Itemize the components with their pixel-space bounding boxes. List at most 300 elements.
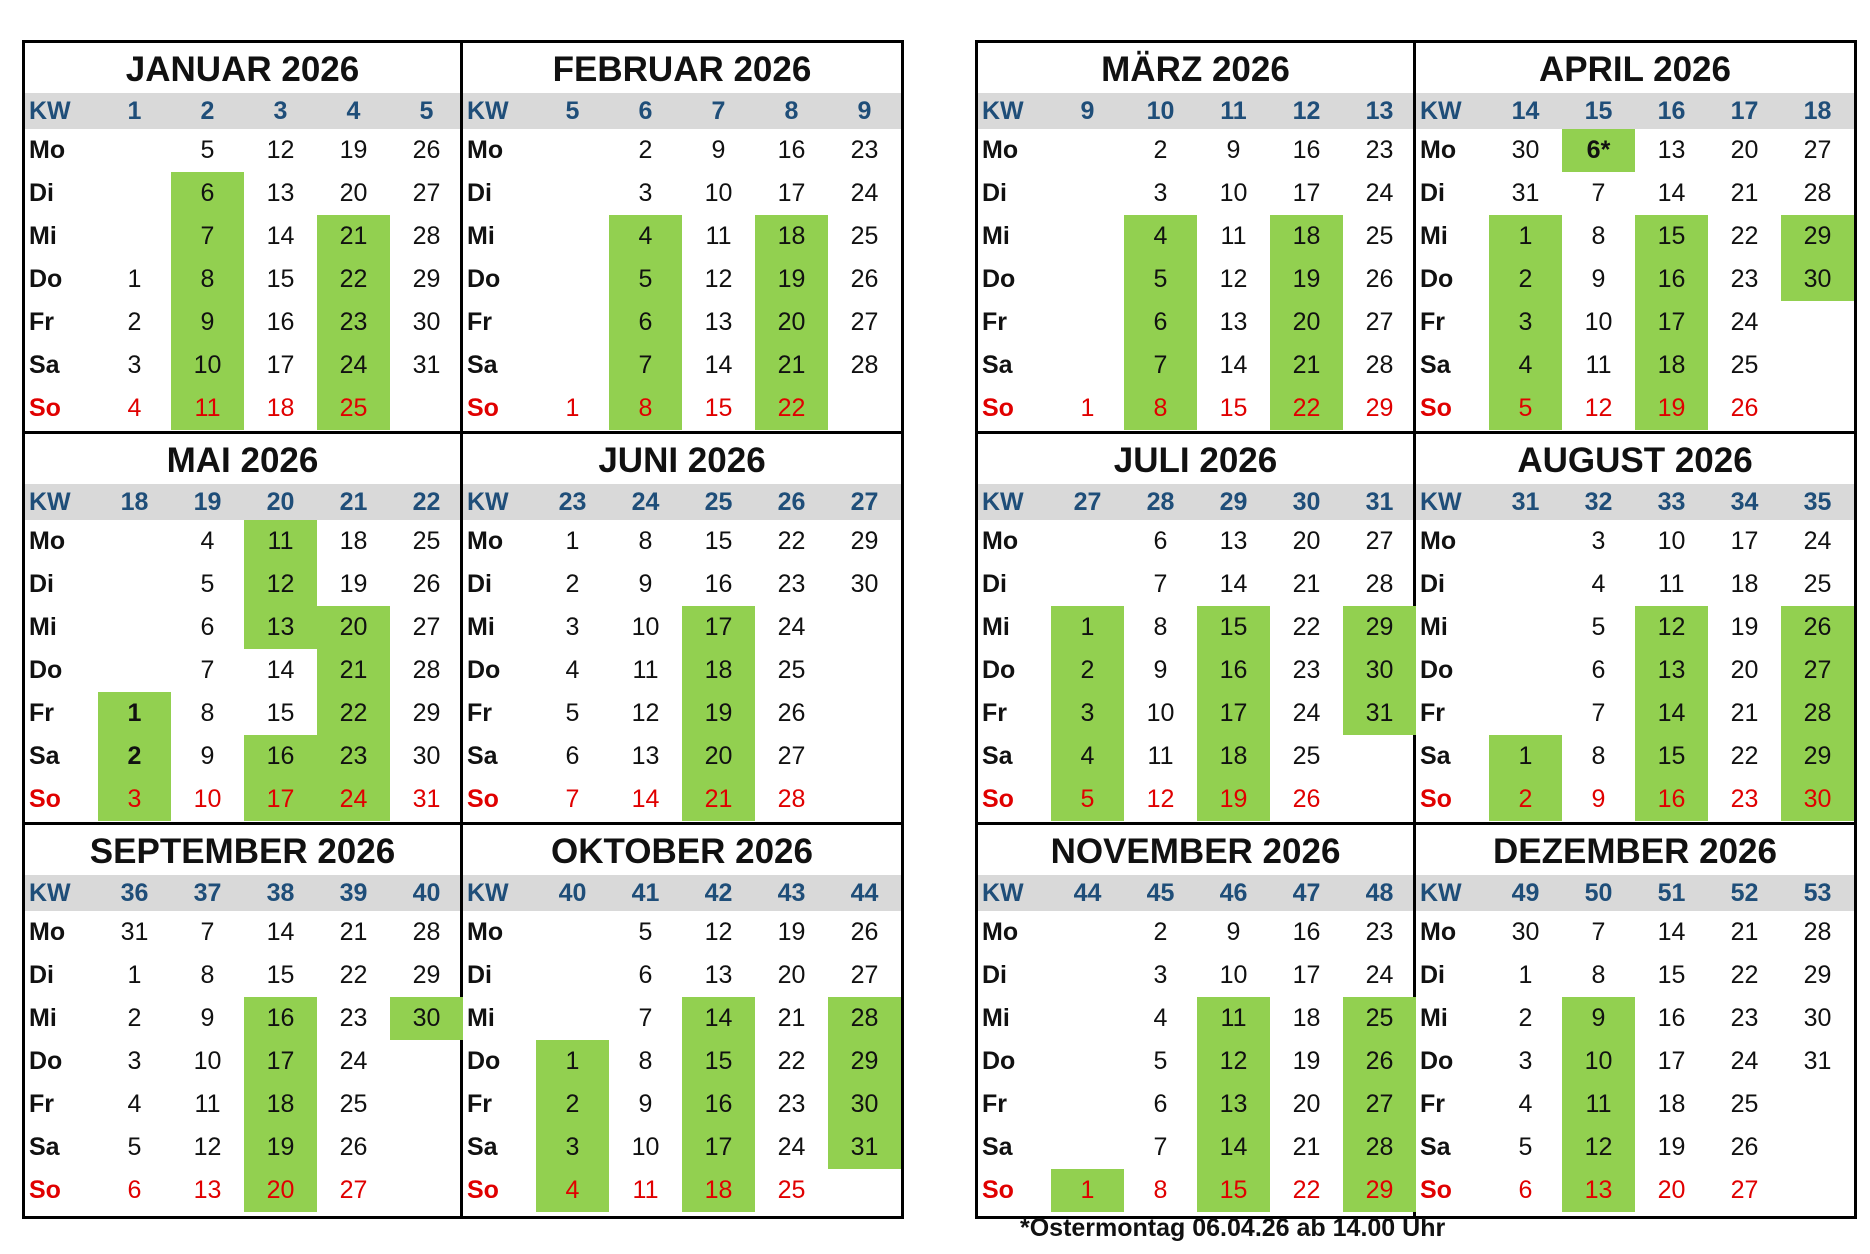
kw-number: 37 bbox=[193, 879, 222, 907]
weekday-label: So bbox=[1420, 1176, 1452, 1204]
weekday-label: So bbox=[29, 785, 61, 813]
day-cell: 23 bbox=[850, 136, 879, 164]
month-calendar bbox=[463, 434, 901, 825]
day-cell: 11 bbox=[632, 1176, 659, 1204]
day-cell: 15 bbox=[266, 961, 295, 989]
kw-row bbox=[25, 93, 460, 129]
kw-label: KW bbox=[1420, 879, 1462, 907]
day-row bbox=[463, 606, 901, 649]
day-cell: 18 bbox=[1730, 570, 1759, 598]
day-cell: 5 bbox=[1124, 258, 1197, 301]
day-cell: 1 bbox=[1518, 961, 1533, 989]
day-cell: 18 bbox=[755, 215, 828, 258]
day-cell: 30 bbox=[850, 570, 879, 598]
day-cell: 27 bbox=[850, 308, 879, 336]
day-cell: 26 bbox=[850, 918, 879, 946]
weekday-label: Sa bbox=[1420, 1133, 1451, 1161]
day-cell bbox=[1051, 1083, 1124, 1126]
day-cell bbox=[1051, 911, 1124, 954]
day-cell: 17 bbox=[1292, 179, 1321, 207]
day-cell: 29 bbox=[850, 527, 879, 555]
day-cell: 18 bbox=[339, 527, 368, 555]
day-cell: 10 bbox=[1219, 961, 1248, 989]
day-row bbox=[463, 520, 901, 563]
day-cell: 27 bbox=[412, 179, 441, 207]
day-cell: 28 bbox=[828, 997, 901, 1040]
day-cell: 12 bbox=[193, 1133, 222, 1161]
day-cell: 13 bbox=[244, 606, 317, 649]
kw-row bbox=[463, 484, 901, 520]
day-cell: 29 bbox=[1803, 961, 1832, 989]
day-cell: 11 bbox=[632, 656, 659, 684]
weekday-label: Fr bbox=[1420, 308, 1445, 336]
month-calendar bbox=[1416, 43, 1854, 434]
day-row bbox=[978, 258, 1413, 301]
day-cell: 27 bbox=[1343, 1083, 1416, 1126]
day-row bbox=[978, 1083, 1413, 1126]
day-row bbox=[463, 258, 901, 301]
kw-number: 5 bbox=[565, 97, 580, 125]
day-row bbox=[1416, 1169, 1854, 1212]
day-cell bbox=[1489, 520, 1562, 563]
day-cell: 19 bbox=[339, 136, 368, 164]
day-cell: 6 bbox=[609, 301, 682, 344]
day-cell: 21 bbox=[339, 918, 368, 946]
kw-label: KW bbox=[467, 879, 509, 907]
day-cell: 26 bbox=[339, 1133, 368, 1161]
day-row bbox=[1416, 1083, 1854, 1126]
day-cell: 21 bbox=[755, 344, 828, 387]
day-cell: 1 bbox=[536, 1040, 609, 1083]
kw-label: KW bbox=[29, 488, 71, 516]
kw-number: 35 bbox=[1803, 488, 1832, 516]
day-row bbox=[978, 1126, 1413, 1169]
day-cell: 16 bbox=[1635, 778, 1708, 821]
kw-number: 25 bbox=[704, 488, 733, 516]
day-row bbox=[463, 301, 901, 344]
day-cell: 17 bbox=[1635, 301, 1708, 344]
day-cell: 15 bbox=[704, 527, 733, 555]
day-cell: 18 bbox=[1292, 1004, 1321, 1032]
day-cell: 23 bbox=[1730, 265, 1759, 293]
month-title: AUGUST 2026 bbox=[1517, 441, 1753, 480]
kw-row bbox=[25, 484, 460, 520]
day-cell: 30 bbox=[1511, 918, 1540, 946]
day-cell: 8 bbox=[609, 387, 682, 430]
weekday-label: Mi bbox=[29, 222, 57, 250]
weekday-label: Fr bbox=[467, 308, 492, 336]
day-cell: 3 bbox=[1489, 301, 1562, 344]
day-row bbox=[978, 129, 1413, 172]
kw-number: 51 bbox=[1657, 879, 1686, 907]
day-cell bbox=[98, 563, 171, 606]
day-cell: 7 bbox=[200, 918, 215, 946]
kw-number: 31 bbox=[1511, 488, 1540, 516]
weekday-label: Di bbox=[467, 179, 492, 207]
day-cell: 16 bbox=[244, 735, 317, 778]
day-cell: 4 bbox=[565, 656, 580, 684]
day-cell bbox=[1051, 129, 1124, 172]
day-cell: 2 bbox=[1518, 1004, 1533, 1032]
day-cell: 26 bbox=[1365, 265, 1394, 293]
kw-number: 27 bbox=[1073, 488, 1102, 516]
month-calendar bbox=[463, 43, 901, 434]
day-cell: 5 bbox=[1051, 778, 1124, 821]
day-cell: 2 bbox=[1489, 258, 1562, 301]
day-cell: 30 bbox=[1781, 778, 1854, 821]
day-cell: 17 bbox=[244, 1040, 317, 1083]
weekday-label: Fr bbox=[29, 308, 54, 336]
day-cell: 21 bbox=[1730, 179, 1759, 207]
weekday-label: Mi bbox=[1420, 613, 1448, 641]
kw-number: 53 bbox=[1803, 879, 1832, 907]
day-cell bbox=[98, 649, 171, 692]
day-row bbox=[25, 520, 460, 563]
day-cell bbox=[828, 735, 901, 778]
day-row bbox=[463, 1169, 901, 1212]
day-cell: 19 bbox=[1657, 1133, 1686, 1161]
day-cell: 14 bbox=[1657, 918, 1686, 946]
kw-label: KW bbox=[982, 97, 1024, 125]
day-cell: 23 bbox=[1730, 785, 1759, 813]
weekday-label: Mi bbox=[1420, 1004, 1448, 1032]
day-cell bbox=[1051, 954, 1124, 997]
day-cell: 22 bbox=[1730, 961, 1759, 989]
day-cell: 20 bbox=[1270, 301, 1343, 344]
day-cell: 10 bbox=[1657, 527, 1686, 555]
day-cell: 6 bbox=[1124, 301, 1197, 344]
day-cell: 2 bbox=[536, 1083, 609, 1126]
day-cell: 17 bbox=[1657, 1047, 1686, 1075]
day-cell: 15 bbox=[1635, 735, 1708, 778]
day-cell: 28 bbox=[1343, 1126, 1416, 1169]
day-cell: 29 bbox=[1365, 394, 1394, 422]
day-row bbox=[25, 649, 460, 692]
day-cell: 2 bbox=[1051, 649, 1124, 692]
day-cell bbox=[1051, 172, 1124, 215]
day-cell: 19 bbox=[244, 1126, 317, 1169]
day-cell: 5 bbox=[1489, 387, 1562, 430]
month-calendar bbox=[1416, 434, 1854, 825]
day-cell bbox=[536, 954, 609, 997]
day-row bbox=[463, 1126, 901, 1169]
day-cell: 17 bbox=[682, 1126, 755, 1169]
day-cell: 1 bbox=[98, 692, 171, 735]
day-cell: 15 bbox=[1197, 606, 1270, 649]
day-row bbox=[978, 344, 1413, 387]
weekday-label: Mo bbox=[1420, 918, 1457, 946]
day-cell: 9 bbox=[171, 301, 244, 344]
day-row bbox=[1416, 1040, 1854, 1083]
day-cell: 1 bbox=[1080, 394, 1095, 422]
day-cell: 21 bbox=[317, 649, 390, 692]
day-cell bbox=[536, 258, 609, 301]
kw-label: KW bbox=[467, 97, 509, 125]
day-cell bbox=[536, 301, 609, 344]
kw-number: 49 bbox=[1511, 879, 1540, 907]
day-cell: 8 bbox=[1591, 222, 1606, 250]
day-cell: 30 bbox=[412, 308, 441, 336]
day-row bbox=[25, 954, 460, 997]
day-cell: 20 bbox=[1657, 1176, 1686, 1204]
day-cell: 7 bbox=[1591, 699, 1606, 727]
day-cell: 11 bbox=[194, 1090, 221, 1118]
weekday-label: Mi bbox=[29, 613, 57, 641]
day-row bbox=[463, 129, 901, 172]
day-cell: 31 bbox=[1511, 179, 1540, 207]
weekday-label: Do bbox=[467, 1047, 501, 1075]
day-cell: 30 bbox=[1803, 1004, 1832, 1032]
kw-number: 42 bbox=[704, 879, 733, 907]
day-cell: 16 bbox=[1635, 258, 1708, 301]
kw-label: KW bbox=[982, 488, 1024, 516]
kw-number: 31 bbox=[1365, 488, 1394, 516]
day-row bbox=[978, 563, 1413, 606]
day-cell: 12 bbox=[266, 136, 295, 164]
weekday-label: Mo bbox=[29, 918, 66, 946]
day-cell: 22 bbox=[1270, 387, 1343, 430]
day-cell: 18 bbox=[244, 1083, 317, 1126]
kw-number: 6 bbox=[638, 97, 653, 125]
day-cell: 27 bbox=[1365, 527, 1394, 555]
weekday-label: Do bbox=[29, 265, 63, 293]
day-cell bbox=[536, 911, 609, 954]
day-cell: 26 bbox=[1730, 394, 1759, 422]
weekday-label: Do bbox=[982, 265, 1016, 293]
day-cell: 20 bbox=[244, 1169, 317, 1212]
weekday-label: Sa bbox=[982, 351, 1013, 379]
day-cell: 27 bbox=[777, 742, 806, 770]
day-cell: 4 bbox=[127, 1090, 142, 1118]
weekday-label: Do bbox=[467, 656, 501, 684]
day-cell: 8 bbox=[1153, 1176, 1168, 1204]
day-cell: 10 bbox=[193, 785, 222, 813]
day-cell: 24 bbox=[317, 778, 390, 821]
day-cell bbox=[828, 649, 901, 692]
day-cell: 24 bbox=[1365, 179, 1394, 207]
day-cell bbox=[828, 606, 901, 649]
day-cell: 8 bbox=[200, 961, 215, 989]
kw-number: 45 bbox=[1146, 879, 1175, 907]
day-cell bbox=[1781, 301, 1854, 344]
kw-row bbox=[25, 875, 460, 911]
day-cell: 7 bbox=[1591, 179, 1606, 207]
day-cell: 24 bbox=[339, 1047, 368, 1075]
day-cell: 7 bbox=[1153, 1133, 1168, 1161]
day-cell: 10 bbox=[631, 613, 660, 641]
month-calendar bbox=[1416, 825, 1854, 1216]
kw-label: KW bbox=[29, 97, 71, 125]
day-cell: 16 bbox=[777, 136, 806, 164]
kw-number: 20 bbox=[266, 488, 295, 516]
day-cell: 21 bbox=[317, 215, 390, 258]
day-cell: 22 bbox=[1730, 742, 1759, 770]
day-row bbox=[978, 954, 1413, 997]
weekday-label: Mo bbox=[467, 918, 504, 946]
weekday-label: Mo bbox=[467, 527, 504, 555]
day-cell: 11 bbox=[1197, 997, 1270, 1040]
weekday-label: Di bbox=[1420, 179, 1445, 207]
day-cell: 21 bbox=[1292, 570, 1321, 598]
day-cell: 9 bbox=[1562, 997, 1635, 1040]
day-cell: 12 bbox=[244, 563, 317, 606]
day-cell bbox=[1051, 997, 1124, 1040]
day-cell bbox=[98, 129, 171, 172]
day-cell: 1 bbox=[127, 961, 142, 989]
day-cell: 15 bbox=[1657, 961, 1686, 989]
day-row bbox=[463, 172, 901, 215]
day-cell: 24 bbox=[1803, 527, 1832, 555]
day-row bbox=[1416, 258, 1854, 301]
day-cell: 18 bbox=[682, 649, 755, 692]
day-row bbox=[25, 258, 460, 301]
day-row bbox=[25, 911, 460, 954]
day-cell: 27 bbox=[1803, 136, 1832, 164]
day-row bbox=[978, 735, 1413, 778]
day-row bbox=[978, 172, 1413, 215]
day-cell: 4 bbox=[1489, 344, 1562, 387]
day-cell bbox=[828, 1169, 901, 1212]
day-cell: 12 bbox=[1219, 265, 1248, 293]
day-cell: 25 bbox=[1365, 222, 1394, 250]
day-cell bbox=[1343, 778, 1416, 821]
day-cell: 31 bbox=[828, 1126, 901, 1169]
kw-number: 44 bbox=[1073, 879, 1102, 907]
day-cell: 3 bbox=[1153, 179, 1168, 207]
day-row bbox=[25, 606, 460, 649]
day-cell: 2 bbox=[638, 136, 653, 164]
day-cell: 3 bbox=[638, 179, 653, 207]
kw-number: 32 bbox=[1584, 488, 1613, 516]
day-row bbox=[25, 1083, 460, 1126]
kw-row bbox=[463, 875, 901, 911]
day-cell: 9 bbox=[200, 742, 215, 770]
day-cell: 16 bbox=[1197, 649, 1270, 692]
day-row bbox=[463, 997, 901, 1040]
day-cell: 9 bbox=[638, 1090, 653, 1118]
day-cell: 21 bbox=[1270, 344, 1343, 387]
day-cell: 15 bbox=[1635, 215, 1708, 258]
day-cell: 6* bbox=[1562, 129, 1635, 172]
day-cell: 14 bbox=[1635, 692, 1708, 735]
day-cell: 30 bbox=[1511, 136, 1540, 164]
day-cell: 17 bbox=[1197, 692, 1270, 735]
weekday-label: Sa bbox=[29, 1133, 60, 1161]
weekday-label: Mo bbox=[29, 527, 66, 555]
day-row bbox=[1416, 606, 1854, 649]
weekday-label: Do bbox=[1420, 265, 1454, 293]
day-cell: 20 bbox=[682, 735, 755, 778]
day-cell bbox=[536, 129, 609, 172]
kw-number: 39 bbox=[339, 879, 368, 907]
day-cell: 26 bbox=[412, 570, 441, 598]
day-cell: 22 bbox=[317, 692, 390, 735]
day-cell: 24 bbox=[777, 1133, 806, 1161]
day-cell bbox=[98, 606, 171, 649]
weekday-label: Mi bbox=[467, 613, 495, 641]
day-cell: 8 bbox=[638, 527, 653, 555]
day-cell bbox=[1489, 649, 1562, 692]
day-cell: 24 bbox=[1730, 1047, 1759, 1075]
weekday-label: Di bbox=[982, 570, 1007, 598]
day-cell: 20 bbox=[1730, 136, 1759, 164]
weekday-label: Mo bbox=[467, 136, 504, 164]
day-cell: 14 bbox=[704, 351, 733, 379]
day-cell: 17 bbox=[1730, 527, 1759, 555]
day-cell: 14 bbox=[1219, 570, 1248, 598]
day-row bbox=[25, 172, 460, 215]
day-cell: 12 bbox=[1562, 1126, 1635, 1169]
kw-number: 7 bbox=[711, 97, 726, 125]
kw-number: 10 bbox=[1146, 97, 1175, 125]
day-cell: 9 bbox=[1226, 918, 1241, 946]
kw-number: 40 bbox=[412, 879, 441, 907]
weekday-label: Sa bbox=[467, 351, 498, 379]
day-cell bbox=[536, 344, 609, 387]
day-cell: 14 bbox=[682, 997, 755, 1040]
day-cell: 26 bbox=[1781, 606, 1854, 649]
day-row bbox=[463, 1040, 901, 1083]
day-cell bbox=[828, 778, 901, 821]
day-cell bbox=[1051, 1126, 1124, 1169]
kw-number: 23 bbox=[558, 488, 587, 516]
month-calendar bbox=[978, 434, 1416, 825]
day-cell: 6 bbox=[565, 742, 580, 770]
day-cell: 21 bbox=[1730, 918, 1759, 946]
kw-row bbox=[978, 484, 1413, 520]
weekday-label: Fr bbox=[982, 308, 1007, 336]
day-cell: 9 bbox=[1153, 656, 1168, 684]
day-cell: 11 bbox=[1562, 1083, 1635, 1126]
day-cell: 15 bbox=[1219, 394, 1248, 422]
day-cell: 28 bbox=[777, 785, 806, 813]
day-cell: 15 bbox=[1197, 1169, 1270, 1212]
month-title: FEBRUAR 2026 bbox=[552, 50, 812, 89]
day-cell: 1 bbox=[565, 394, 580, 422]
day-row bbox=[1416, 301, 1854, 344]
day-cell: 25 bbox=[412, 527, 441, 555]
day-cell bbox=[98, 215, 171, 258]
day-cell: 20 bbox=[777, 961, 806, 989]
day-cell: 29 bbox=[1343, 606, 1416, 649]
day-cell: 25 bbox=[777, 1176, 806, 1204]
day-cell: 3 bbox=[1518, 1047, 1533, 1075]
kw-number: 18 bbox=[1803, 97, 1832, 125]
day-row bbox=[463, 215, 901, 258]
day-row bbox=[25, 301, 460, 344]
calendar-half-right bbox=[975, 40, 1857, 1219]
day-row bbox=[25, 692, 460, 735]
day-cell: 28 bbox=[1365, 351, 1394, 379]
day-cell: 1 bbox=[127, 265, 142, 293]
day-cell: 25 bbox=[1730, 351, 1759, 379]
day-row bbox=[463, 387, 901, 430]
day-cell: 16 bbox=[1292, 136, 1321, 164]
day-cell: 22 bbox=[1292, 1176, 1321, 1204]
day-cell: 19 bbox=[777, 918, 806, 946]
day-cell: 2 bbox=[98, 735, 171, 778]
day-cell: 19 bbox=[682, 692, 755, 735]
weekday-label: Mo bbox=[982, 918, 1019, 946]
month-title: JUNI 2026 bbox=[598, 441, 766, 480]
weekday-label: Sa bbox=[1420, 351, 1451, 379]
day-cell: 23 bbox=[1730, 1004, 1759, 1032]
day-cell: 8 bbox=[1124, 387, 1197, 430]
day-cell bbox=[390, 1040, 463, 1083]
day-cell bbox=[1781, 1126, 1854, 1169]
day-cell: 14 bbox=[1197, 1126, 1270, 1169]
day-cell: 7 bbox=[1124, 344, 1197, 387]
